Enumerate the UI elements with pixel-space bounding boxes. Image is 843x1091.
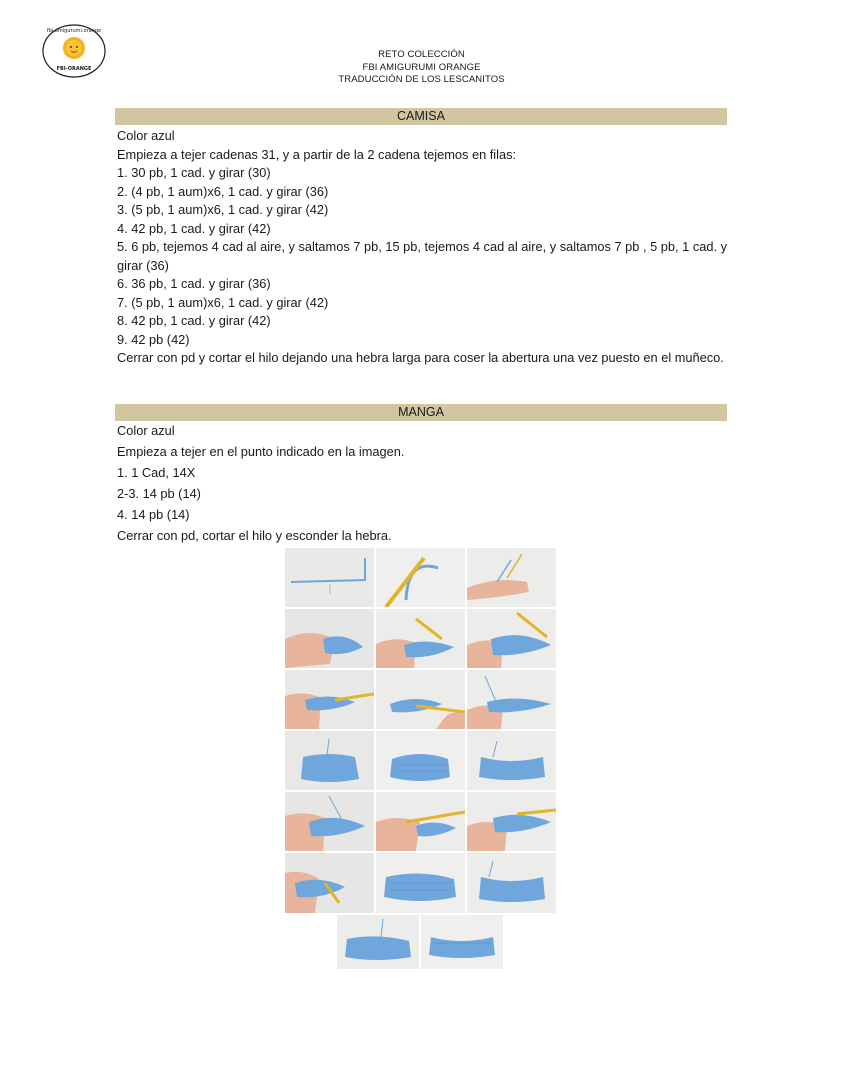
instruction-line: 8. 42 pb, 1 cad. y girar (42) xyxy=(117,313,271,328)
section-title-camisa: CAMISA xyxy=(115,108,727,125)
instruction-line: Empieza a tejer en el punto indicado en la imagen. xyxy=(117,444,405,459)
header-line-2: FBI AMIGURUMI ORANGE xyxy=(362,61,481,73)
instruction-line: 4. 42 pb, 1 cad. y girar (42) xyxy=(117,220,271,236)
tutorial-photo xyxy=(376,548,465,607)
tutorial-photo xyxy=(285,731,374,790)
tutorial-photo xyxy=(376,609,465,668)
tutorial-photo xyxy=(376,670,465,729)
tutorial-photo xyxy=(285,853,374,913)
tutorial-photo xyxy=(467,670,556,729)
instruction-line: 2-3. 14 pb (14) xyxy=(117,486,201,501)
tutorial-photo xyxy=(467,548,556,607)
instruction-line: 5. 6 pb, tejemos 4 cad al aire, y saltamos 7 pb, 15 pb, tejemos 4 cad al aire, y saltamos 7 pb , 5 pb, 1 cad. y girar (36) xyxy=(117,239,727,273)
header-line-3: TRADUCCIÓN DE LOS LESCANITOS xyxy=(338,74,505,85)
instruction-line: Color azul xyxy=(117,128,175,143)
camisa-instructions xyxy=(117,127,727,368)
logo-bottom-text: FBI-ORANGE xyxy=(56,66,92,72)
instruction-line: 9. 42 pb (42) xyxy=(117,331,190,347)
instruction-line: Cerrar con pd y cortar el hilo dejando una hebra larga para coser la abertura una vez puesto en el muñeco. xyxy=(117,350,724,365)
instruction-line: Cerrar con pd, cortar el hilo y esconder la hebra. xyxy=(117,528,392,543)
tutorial-photo xyxy=(285,792,374,851)
tutorial-photo xyxy=(421,915,503,969)
section-title-manga: MANGA xyxy=(115,404,727,421)
tutorial-photo-grid xyxy=(284,548,560,915)
tutorial-photo xyxy=(467,609,556,668)
instruction-line: 6. 36 pb, 1 cad. y girar (36) xyxy=(117,276,271,291)
tutorial-photo xyxy=(376,853,465,913)
tutorial-photo xyxy=(285,548,374,607)
instruction-line: 1. 1 Cad, 14X xyxy=(117,465,196,480)
instruction-line: 1. 30 pb, 1 cad. y girar (30) xyxy=(117,165,271,180)
instruction-line: 7. (5 pb, 1 aum)x6, 1 cad. y girar (42) xyxy=(117,294,329,310)
tutorial-photo xyxy=(376,731,465,790)
tutorial-photo xyxy=(337,915,419,969)
tutorial-photo xyxy=(285,670,374,729)
tutorial-photo xyxy=(467,731,556,790)
manga-instructions xyxy=(117,422,727,548)
tutorial-photo xyxy=(285,609,374,668)
header-line-1: RETO COLECCIÓN xyxy=(378,49,465,60)
tutorial-photo xyxy=(467,853,556,913)
instruction-line: Empieza a tejer cadenas 31, y a partir de la 2 cadena tejemos en filas: xyxy=(117,146,517,162)
instruction-line: 4. 14 pb (14) xyxy=(117,507,190,522)
instruction-line: 3. (5 pb, 1 aum)x6, 1 cad. y girar (42) xyxy=(117,202,329,217)
instruction-line: 2. (4 pb, 1 aum)x6, 1 cad. y girar (36) xyxy=(117,183,329,199)
logo-ring-text: fbi.amigurumi.orange xyxy=(46,28,102,34)
tutorial-photo xyxy=(376,792,465,851)
tutorial-photo xyxy=(467,792,556,851)
instruction-line: Color azul xyxy=(117,423,175,438)
document-header xyxy=(0,49,843,87)
